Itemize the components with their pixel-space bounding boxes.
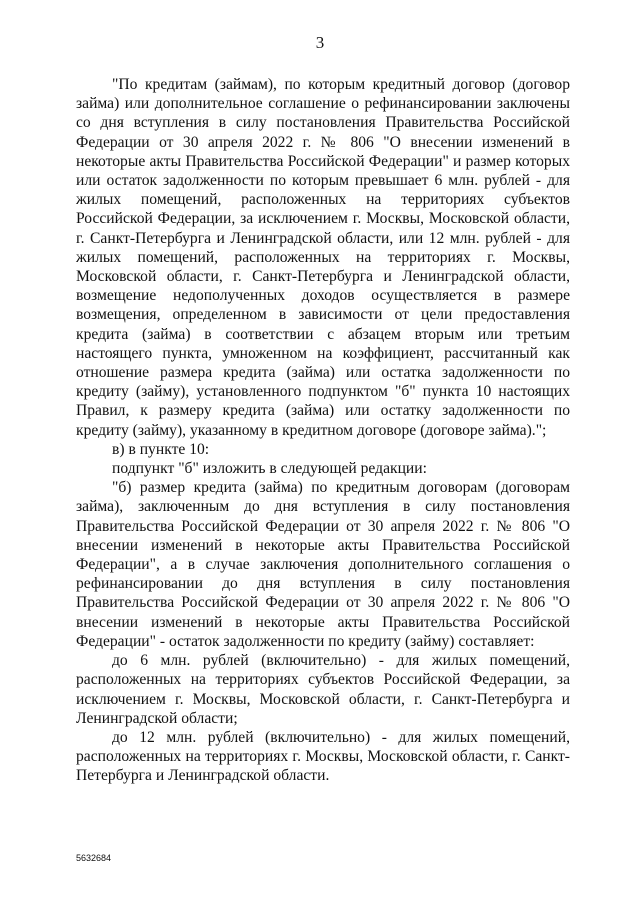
paragraph-item-v: в) в пункте 10: [112, 440, 210, 458]
paragraph-limit-6mln: до 6 млн. рублей (включительно) - для жилых помещений, расположенных на территориях субъектов Российской Федерации, за исключением г. Москвы, Московской области, г. Санкт-Петербурга и Ленинградской области; [76, 652, 570, 727]
paragraph-subitem-b-intro: подпункт "б" изложить в следующей редакции: [112, 460, 427, 478]
paragraph-limit-12mln: до 12 млн. рублей (включительно) - для жилых помещений, расположенных на территориях г. Москвы, Московской области, г. Санкт-Петербурга и Ленинградской области. [76, 728, 570, 785]
page-number: 3 [315, 33, 325, 52]
paragraph-subitem-b-text: "б) размер кредита (займа) по кредитным договорам (договорам займа), заключенным до дня вступления в силу постановления Правительства Российской Федерации от 30 апреля 2022 г. № 806 "О внесении изменений в некоторые акты Правительства Российской Федерации", а в случае заключения дополнительного соглашения о рефинансировании до дня вступления в силу постановления Правительства Российской Федерации от 30 апреля 2022 г. № 806 "О внесении изменений в некоторые акты Правительства Российской Федерации" - остаток задолженности по кредиту (займу) составляет: [76, 479, 570, 650]
document-id: 5632684 [76, 853, 112, 863]
paragraph-refund-rule: "По кредитам (займам), по которым кредитный договор (договор займа) или дополнительное соглашение о рефинансировании заключены со дня вступления в силу постановления Правительства Российской Федерации от 30 апреля 2022 г. № 806 "О внесении изменений в некоторые акты Правительства Российской Федерации" и размер которых или остаток задолженности по которым превышает 6 млн. рублей - для жилых помещений, расположенных на территориях субъектов Российской Федерации, за исключением г. Москвы, Московской области, г. Санкт-Петербурга и Ленинградской области, или 12 млн. рублей - для жилых помещений, расположенных на территориях г. Москвы, Московской области, г. Санкт-Петербурга и Ленинградской области, возмещение недополученных доходов осуществляется в размере возмещения, определенном в зависимости от цели предоставления кредита (займа) в соответствии с абзацем вторым или третьим настоящего пункта, умноженном на коэффициент, рассчитанный как отношение размера кредита (займа) или остатка задолженности по кредиту (займу), установленного подпунктом "б" пункта 10 настоящих Правил, к размеру кредита (займа) или остатку задолженности по кредиту (займу), указанному в кредитном договоре (договоре займа)."; [76, 76, 570, 439]
document-body [76, 75, 570, 786]
